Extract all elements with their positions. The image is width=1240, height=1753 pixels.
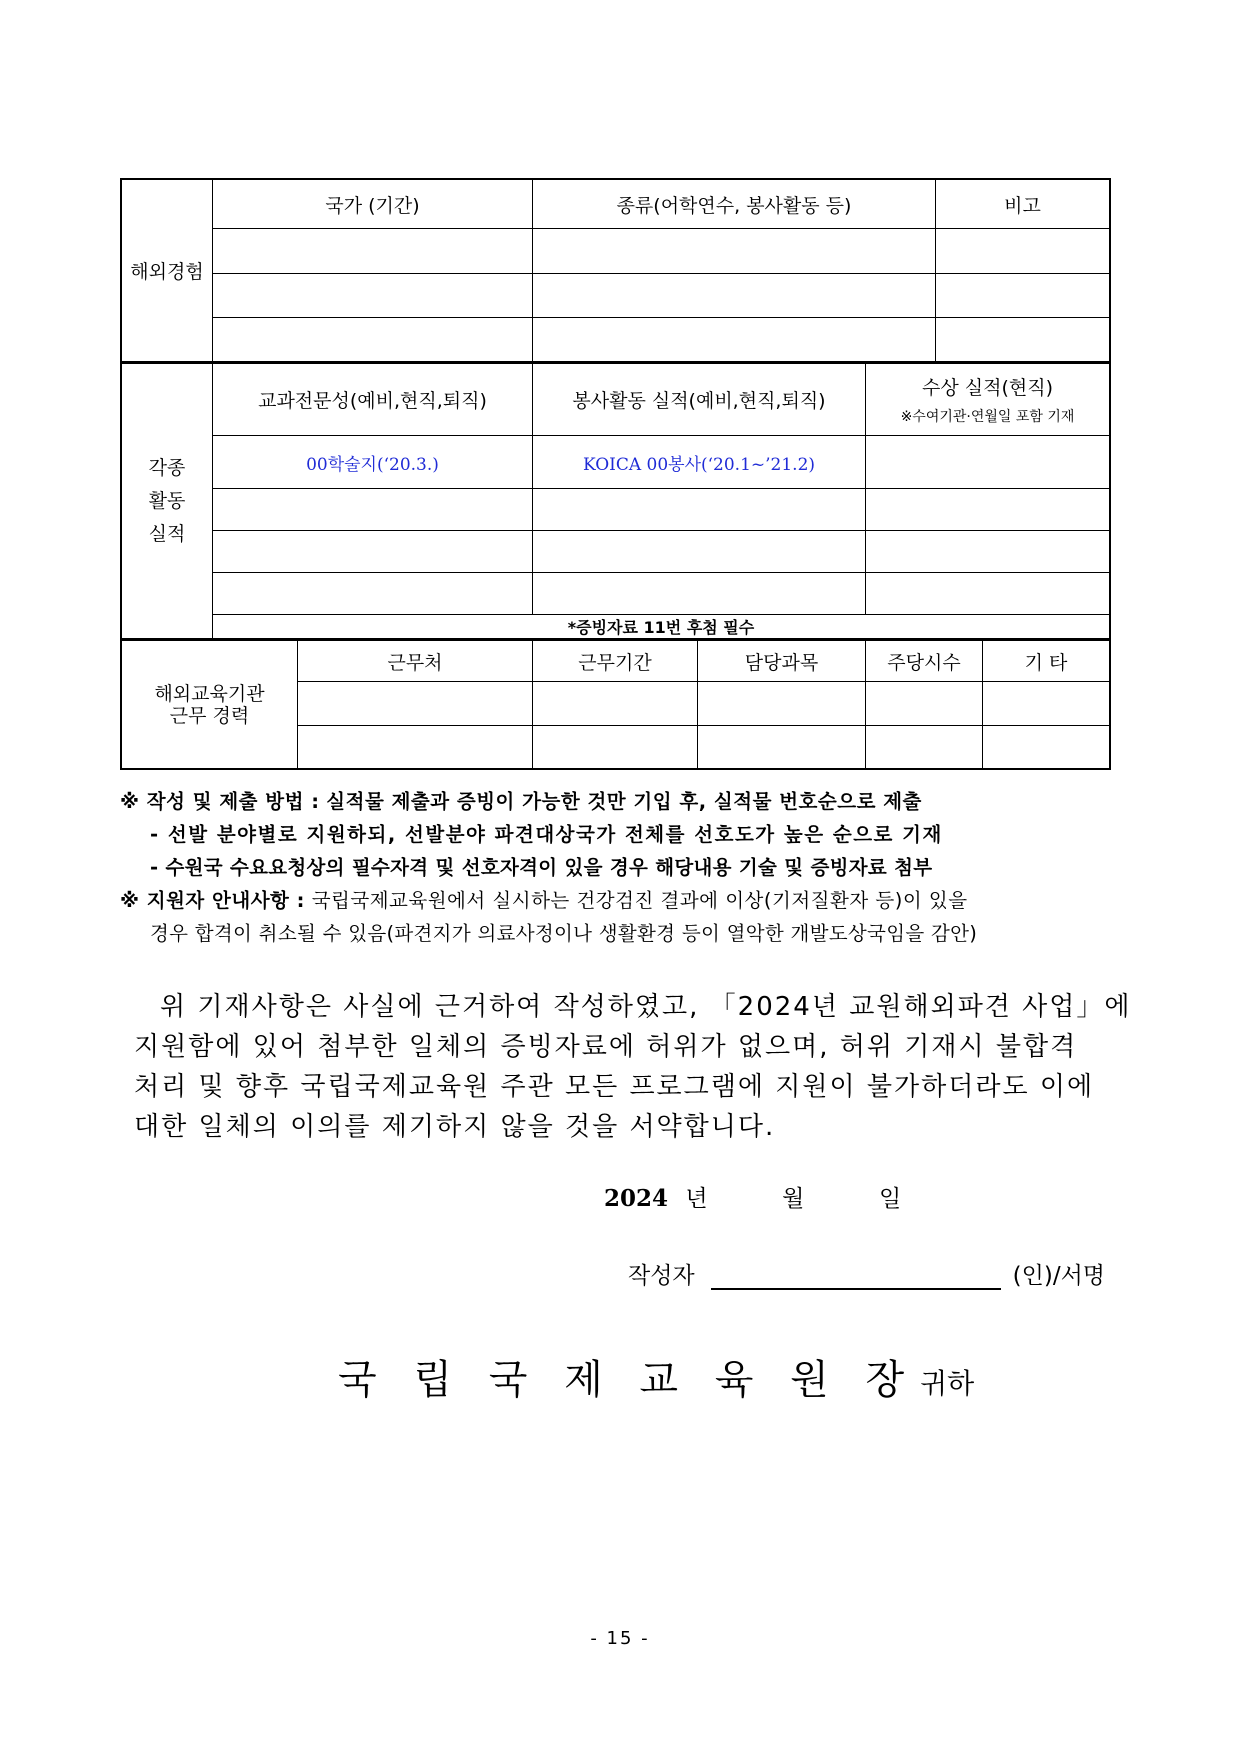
career-hours-input-2[interactable] [866,726,982,768]
header-country-period: 국가 (기간) [325,194,420,217]
career-label-line: 근무 경력 [169,704,250,727]
award-input-4[interactable] [866,573,1109,614]
note-qualifications: - 수원국 수요요청상의 필수자격 및 선호자격이 있을 경우 해당내용 기술 및 증빙자료 첨부 [150,856,933,879]
header-type: 종류(어학연수, 봉사활동 등) [616,194,852,217]
subject-input-3[interactable] [213,531,532,572]
volunteer-input-3[interactable] [533,531,865,572]
page-number: - 15 - [590,1628,650,1649]
note-heading: ※ 작성 및 제출 방법 : [120,790,320,813]
career-subject-input-2[interactable] [698,726,865,768]
note-selection-field: - 선발 분야별로 지원하되, 선발분야 파견대상국가 전체를 선호도가 높은 순으로 기재 [150,823,943,846]
award-input-3[interactable] [866,531,1109,572]
header-other: 기 타 [1024,651,1068,674]
overseas-type-input-3[interactable] [533,318,935,361]
pledge-line-1: 위 기재사항은 사실에 근거하여 작성하였고, 「2024년 교원해외파견 사업」에 [160,992,1132,1022]
activities-label-line: 각종 [148,456,186,479]
volunteer-input-4[interactable] [533,573,865,614]
evidence-note: *증빙자료 11번 후첨 필수 [567,618,755,637]
header-workplace: 근무처 [387,651,443,674]
career-other-input-1[interactable] [983,682,1109,725]
overseas-type-input-2[interactable] [533,274,935,317]
activities-label-line: 실적 [148,522,186,545]
signature-suffix: (인)/서명 [1012,1263,1106,1289]
pledge-line-4: 대한 일체의 이의를 제기하지 않을 것을 서약합니다. [134,1112,776,1142]
overseas-remarks-input-3[interactable] [936,318,1109,361]
award-note: ※수여기관·연월일 포함 기재 [900,409,1075,425]
pledge-line-3: 처리 및 향후 국립국제교육원 주관 모든 프로그램에 지원이 불가하더라도 이에 [134,1072,1095,1102]
overseas-country-input-2[interactable] [213,274,532,317]
overseas-remarks-input-1[interactable] [936,229,1109,273]
volunteer-input-2[interactable] [533,489,865,530]
signature-line [628,1257,1105,1290]
career-workplace-input-1[interactable] [298,682,532,725]
award-input-1[interactable] [866,436,1109,488]
date-year-unit: 년 [685,1186,708,1212]
recipient-title: 국 립 국 제 교 육 원 장 [338,1357,917,1403]
overseas-remarks-input-2[interactable] [936,274,1109,317]
signature-label: 작성자 [628,1263,695,1289]
signature-field[interactable] [711,1260,1001,1290]
note-submission-method [120,786,922,814]
activities-label-line: 활동 [148,489,186,512]
date-month-unit: 월 [782,1186,805,1212]
career-period-input-1[interactable] [533,682,697,725]
recipient [338,1348,974,1405]
career-subject-input-1[interactable] [698,682,865,725]
example-volunteer-record[interactable]: KOICA 00봉사(‘20.1~’21.2) [582,454,816,475]
activities-label [122,364,212,638]
note-applicant-guide [120,885,968,913]
header-volunteer-record: 봉사활동 실적(예비,현직,퇴직) [572,390,826,412]
career-label-line: 해외교육기관 [154,682,265,705]
career-other-input-2[interactable] [983,726,1109,768]
example-subject-expertise[interactable]: 00학술지(‘20.3.) [306,454,439,475]
recipient-suffix: 귀하 [920,1367,975,1400]
header-work-period: 근무기간 [578,651,652,674]
note-heading: ※ 지원자 안내사항 : [120,889,305,912]
career-hours-input-1[interactable] [866,682,982,725]
overseas-country-input-1[interactable] [213,229,532,273]
date-line [604,1180,901,1213]
subject-input-2[interactable] [213,489,532,530]
date-year: 2024 [604,1185,669,1212]
subject-input-4[interactable] [213,573,532,614]
overseas-type-input-1[interactable] [533,229,935,273]
overseas-country-input-3[interactable] [213,318,532,361]
date-day-unit: 일 [879,1186,902,1212]
award-input-2[interactable] [866,489,1109,530]
career-label [122,641,297,768]
header-award-record [866,364,1109,435]
career-workplace-input-2[interactable] [298,726,532,768]
award-title: 수상 실적(현직) [922,377,1053,399]
header-weekly-hours: 주당시수 [887,651,961,674]
overseas-experience-label: 해외경험 [130,261,204,283]
header-remarks: 비고 [1004,194,1041,217]
career-period-input-2[interactable] [533,726,697,768]
header-subject: 담당과목 [744,651,819,674]
note-body: 국립국제교육원에서 실시하는 건강검진 결과에 이상(기저질환자 등)이 있을 [311,889,968,912]
header-subject-expertise: 교과전문성(예비,현직,퇴직) [258,390,487,412]
note-cancellation: 경우 합격이 취소될 수 있음(파견지가 의료사정이나 생활환경 등이 열악한 개발도상국임을 감안) [150,922,978,945]
pledge-line-2: 지원함에 있어 첨부한 일체의 증빙자료에 허위가 없으며, 허위 기재시 불합격 [134,1032,1078,1062]
note-body: 실적물 제출과 증빙이 가능한 것만 기입 후, 실적물 번호순으로 제출 [326,790,922,813]
